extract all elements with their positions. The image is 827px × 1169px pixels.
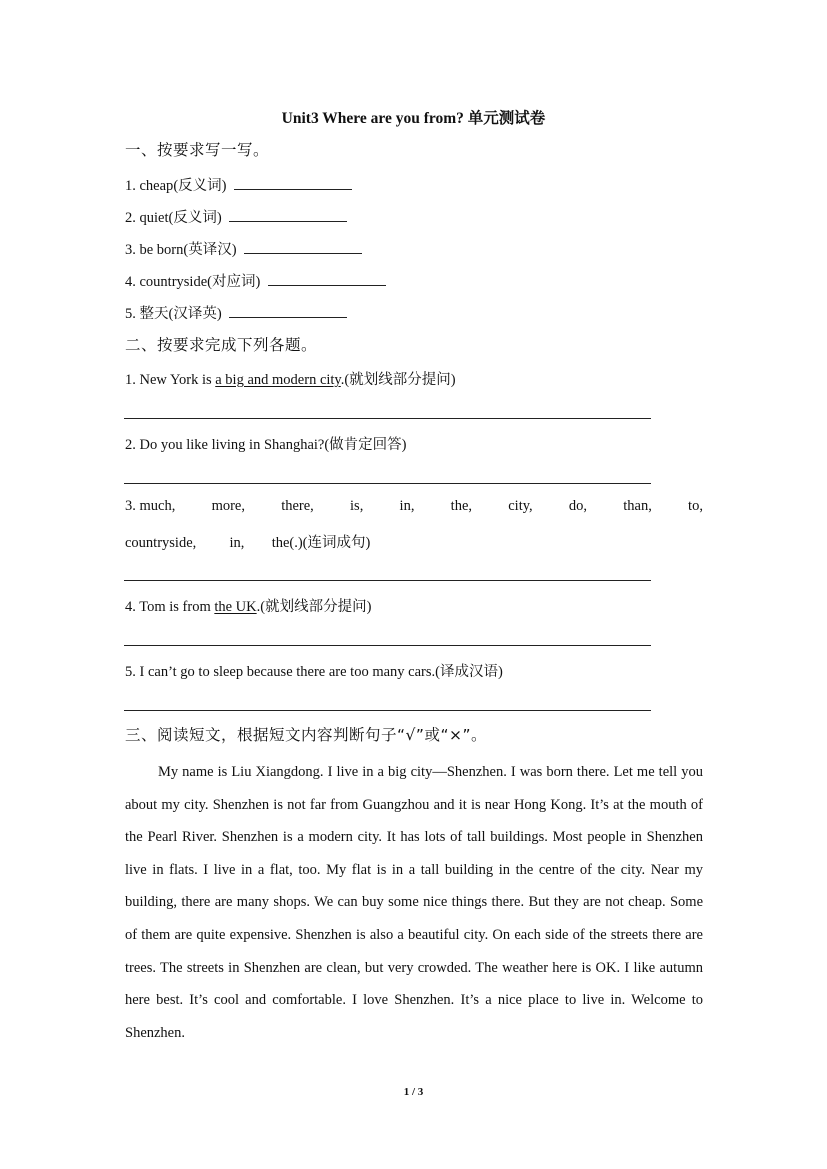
scrambled-word: in, — [399, 498, 415, 514]
scrambled-word: city, — [508, 498, 533, 514]
item-requirement: (反义词) — [173, 178, 227, 194]
question-text: 1. New York is — [125, 372, 216, 388]
answer-blank[interactable] — [229, 303, 347, 318]
underlined-phrase: the UK — [214, 599, 257, 615]
page-title: Unit3 Where are you from? 单元测试卷 — [281, 110, 546, 127]
item-word: quiet — [139, 210, 169, 226]
question-instruction: .(就划线部分提问) — [340, 372, 456, 388]
scrambled-word: there, — [281, 498, 314, 514]
scrambled-word: than, — [623, 498, 652, 514]
scrambled-word: to, — [688, 498, 703, 514]
answer-line[interactable] — [124, 483, 651, 484]
answer-line[interactable] — [124, 418, 651, 419]
section1-heading: 一、按要求写一写。 — [125, 141, 270, 159]
item-requirement: (汉译英) — [168, 306, 222, 322]
item-number: 1. — [125, 178, 136, 194]
question-text: 4. Tom is from — [125, 599, 215, 615]
section3-heading: 三、阅读短文，根据短文内容判断句子“√”或“×”。 — [125, 726, 487, 744]
s1-item-1 — [125, 174, 352, 195]
scrambled-word: the(.)(连词成句) — [271, 535, 371, 551]
s2-question-2: 2. Do you like living in Shanghai?(做肯定回答) — [125, 437, 407, 453]
scrambled-word: 3. much, — [125, 498, 176, 514]
s2-question-3-line1 — [125, 498, 703, 515]
s2-question-5: 5. I can’t go to sleep because there are too many cars.(译成汉语) — [125, 664, 503, 680]
scrambled-word: in, — [229, 535, 245, 551]
page-number: 1 / 3 — [403, 1086, 424, 1098]
section2-heading: 二、按要求完成下列各题。 — [125, 336, 318, 354]
item-requirement: (反义词) — [168, 210, 222, 226]
s1-item-5 — [125, 302, 347, 323]
answer-line[interactable] — [124, 580, 651, 581]
s1-item-2 — [125, 206, 347, 227]
passage-text: My name is Liu Xiangdong. I live in a big city—Shenzhen. I was born there. Let me tell you about my city. Shenzhen is not far from Guangzhou and it is near Hong Kong. It’s at the mouth of the Pearl River. Shenzhen is a modern city. It has lots of tall buildings. Most people in Shenzhen live in flats. I live in a flat, too. My flat is in a tall building in the centre of the city. Near my building, there are many shops. We can buy some nice things there. But they are not cheap. Some of them are quite expensive. Shenzhen is also a beautiful city. On each side of the streets there are trees. The streets in Shenzhen are clean, but very crowded. The weather here is OK. I like autumn here best. It’s cool and comfortable. I love Shenzhen. It’s a nice place to live in. Welcome to Shenzhen. — [125, 764, 703, 1041]
item-word: be born — [139, 242, 184, 258]
item-word: 整天 — [139, 306, 169, 322]
answer-blank[interactable] — [268, 271, 386, 286]
item-number: 2. — [125, 210, 136, 226]
item-requirement: (对应词) — [207, 274, 261, 290]
s2-question-4 — [125, 595, 371, 616]
answer-line[interactable] — [124, 710, 651, 711]
scrambled-word: countryside, — [125, 535, 197, 551]
s1-item-4 — [125, 270, 386, 291]
item-word: countryside — [139, 274, 208, 290]
s2-question-1 — [125, 368, 456, 389]
underlined-phrase: a big and modern city — [215, 372, 341, 388]
item-number: 3. — [125, 242, 136, 258]
answer-blank[interactable] — [234, 175, 352, 190]
s2-question-3-line2 — [125, 531, 370, 552]
s1-item-3 — [125, 238, 362, 259]
answer-line[interactable] — [124, 645, 651, 646]
item-number: 5. — [125, 306, 136, 322]
scrambled-word: is, — [350, 498, 364, 514]
scrambled-word: more, — [211, 498, 245, 514]
scrambled-word: do, — [568, 498, 588, 514]
item-number: 4. — [125, 274, 136, 290]
answer-blank[interactable] — [229, 207, 347, 222]
question-instruction: .(就划线部分提问) — [256, 599, 372, 615]
item-word: cheap — [139, 178, 174, 194]
reading-passage — [125, 756, 703, 1049]
answer-blank[interactable] — [244, 239, 362, 254]
item-requirement: (英译汉) — [183, 242, 237, 258]
scrambled-word: the, — [450, 498, 473, 514]
